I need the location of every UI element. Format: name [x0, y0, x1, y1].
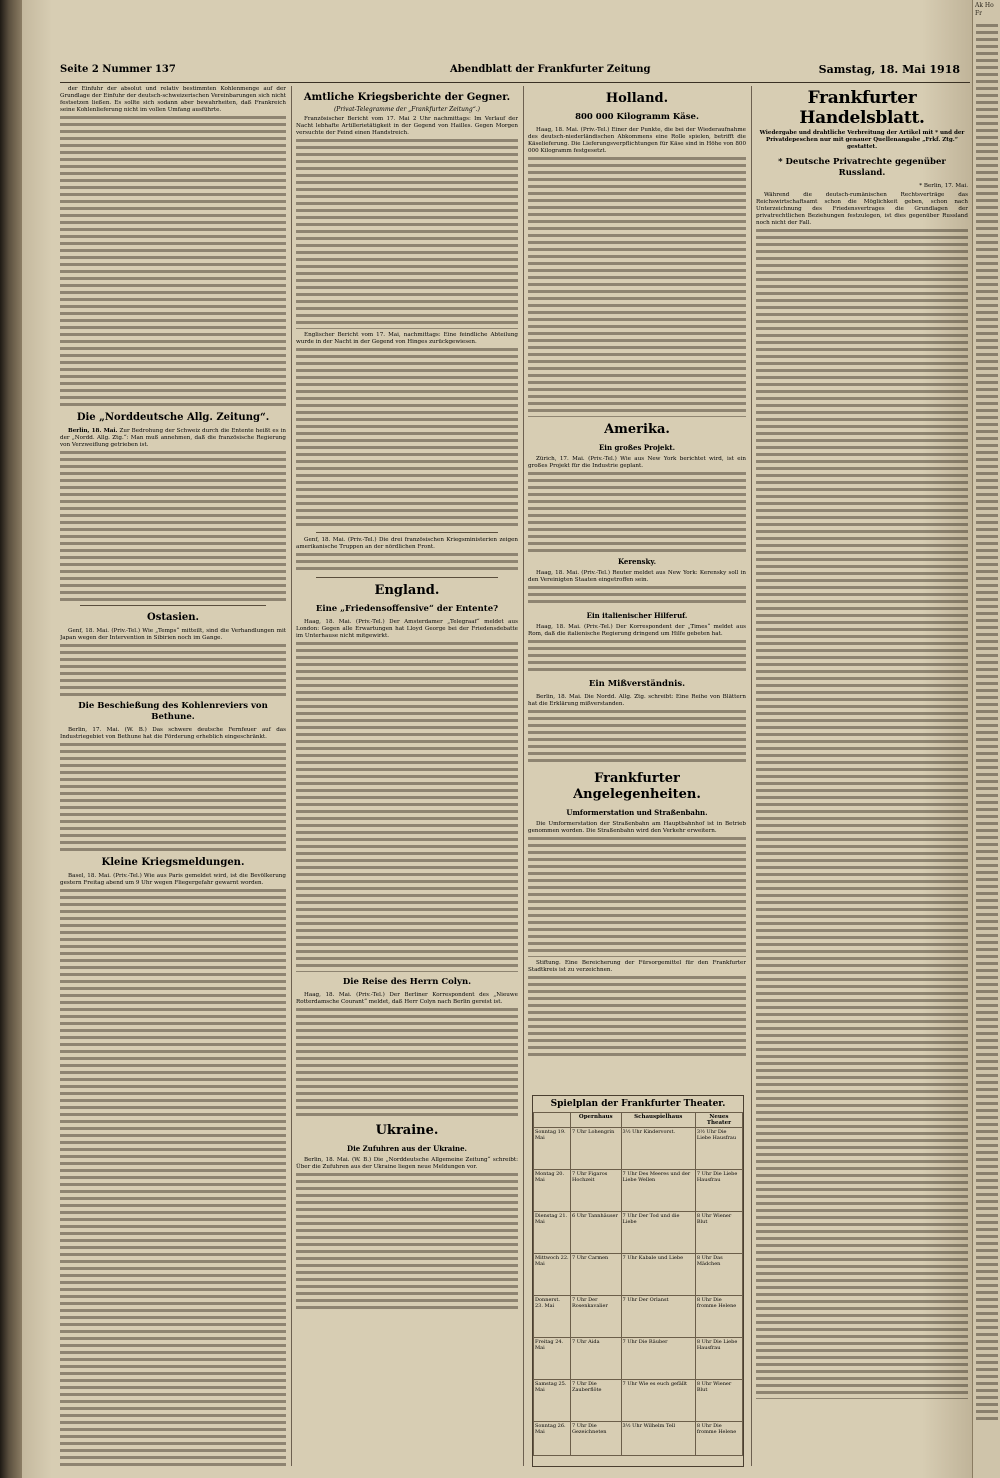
column-header	[534, 1113, 571, 1128]
article-heading: Amtliche Kriegsberichte der Gegner.	[303, 92, 511, 103]
text-block	[296, 1173, 518, 1313]
text-block	[296, 553, 518, 573]
text-block	[296, 642, 518, 972]
section-heading: Amerika.	[604, 422, 670, 437]
table-cell: 7 Uhr Der Rosenkavalier	[570, 1296, 621, 1338]
page-number: Seite 2 Nummer 137	[60, 64, 176, 75]
table-cell: Samstag 25. Mai	[534, 1380, 571, 1422]
divider	[316, 532, 498, 533]
article-text: Haag, 18. Mai. (Priv.-Tel.) Der Amsterdamer „Telegraaf“ meldet aus London: Gegen alle Erwartungen hat Lloyd George bei der Friedensdebatte im Unterhause nicht mitgewirkt.	[296, 619, 518, 639]
text-block	[296, 1008, 518, 1118]
table-cell: 7 Uhr Der Orlanst	[621, 1296, 695, 1338]
table-cell: 7 Uhr Lohengrin	[570, 1128, 621, 1170]
article-heading: Die Reise des Herrn Colyn.	[342, 977, 472, 987]
table-row	[534, 1212, 743, 1254]
text-block	[60, 743, 286, 851]
table-cell: 8 Uhr Wiener Blut	[695, 1212, 742, 1254]
table-cell: Sonntag 19. Mai	[534, 1128, 571, 1170]
article-heading: Ein großes Projekt.	[598, 443, 676, 452]
table-cell: Freitag 24. Mai	[534, 1338, 571, 1380]
article-heading: Die „Norddeutsche Allg. Zeitung“.	[76, 412, 270, 423]
table-row	[534, 1338, 743, 1380]
text-block	[60, 644, 286, 696]
text-block	[528, 640, 746, 674]
article-heading: Ostasien.	[147, 612, 199, 623]
masthead: Abendblatt der Frankfurter Zeitung	[450, 64, 651, 75]
table-cell: 7 Uhr Die Räuber	[621, 1338, 695, 1380]
text-block	[296, 348, 518, 528]
article-heading: Ein Mißverständnis.	[588, 679, 686, 689]
article-heading: Umformerstation und Straßenbahn.	[566, 808, 708, 817]
article-subline: (Privat-Telegramme der „Frankfurter Zeitung“.)	[333, 106, 481, 113]
table-cell: 7 Uhr Aida	[570, 1338, 621, 1380]
page-header	[60, 58, 970, 83]
article-heading: 800 000 Kilogramm Käse.	[575, 112, 699, 122]
article-heading: Die Zufuhren aus der Ukraine.	[347, 1144, 467, 1153]
table-cell: 7 Uhr Kabale und Liebe	[621, 1254, 695, 1296]
table-row	[534, 1422, 743, 1456]
article-text: Haag, 18. Mai. (Priv.-Tel.) Reuter meldet aus New York: Kerensky soll in den Vereinigten Staaten eingetroffen sein.	[528, 570, 746, 583]
article-text: Basel, 18. Mai. (Priv.-Tel.) Wie aus Paris gemeldet wird, ist die Bevölkerung gestern Freitag abend um 9 Uhr wegen Fliegergefahr gewarnt worden.	[60, 873, 286, 886]
section-heading: Holland.	[605, 91, 669, 106]
table-cell: 8 Uhr Wiener Blut	[695, 1380, 742, 1422]
text-block	[60, 889, 286, 1466]
book-binding	[0, 0, 22, 1478]
table-row	[534, 1170, 743, 1212]
text-block	[296, 139, 518, 329]
text-block	[528, 586, 746, 606]
column-header: Schauspielhaus	[621, 1113, 695, 1128]
article-text: Berlin, 17. Mai. (W. B.) Das schwere deutsche Fernfeuer auf das Industriegebiet von Bethune hat die Förderung erheblich eingeschränkt.	[60, 727, 286, 740]
article-text: Genf, 18. Mai. (Priv.-Tel.) Wie „Temps“ mitteilt, sind die Verhandlungen mit Japan wegen der Intervention in Sibirien noch im Gange.	[60, 628, 286, 641]
article-text: Haag, 18. Mai. (Priv.-Tel.) Der Berliner Korrespondent des „Nieuwe Rotterdamsche Courant“ meldet, daß Herr Colyn nach Berlin gereist ist.	[296, 992, 518, 1005]
table-row	[534, 1380, 743, 1422]
text-block	[528, 710, 746, 766]
article-text: der Einfuhr der absolut und relativ bestimmten Kohlenmenge auf der Grundlage der Einfuhr der deutsch-schweizerischen Vereinbarungen sich nicht festsetzen ließen. Es sollte sich sodann aber bewahrheiten, daß Frankreich seine Kohlenlieferung nicht im vollen Umfang ausführte.	[60, 86, 286, 113]
issue-date: Samstag, 18. Mai 1918	[818, 63, 960, 76]
theater-schedule	[532, 1095, 744, 1467]
table-cell: 7 Uhr Die Liebe Hausfrau	[695, 1170, 742, 1212]
column-rule	[291, 86, 292, 1466]
table-cell: 7 Uhr Die Gezeichneten	[570, 1422, 621, 1456]
column-rule	[751, 86, 752, 1466]
table-row	[534, 1296, 743, 1338]
article-body: Zur Bedrohung der Schweiz durch die Entente heißt es in der „Nordd. Allg. Ztg.“: Man muß annehmen, daß die französische Regierung von Verzweiflung getrieben ist.	[60, 428, 286, 448]
dateline: Berlin, 18. Mai.	[68, 428, 118, 434]
table-cell: Sonntag 26. Mai	[534, 1422, 571, 1456]
table-cell: 8 Uhr Das Mädchen	[695, 1254, 742, 1296]
table-row	[534, 1128, 743, 1170]
section-heading: England.	[374, 583, 440, 598]
table-cell: 6 Uhr Tannhäuser	[570, 1212, 621, 1254]
article-heading: * Deutsche Privatrechte gegenüber Russland.	[778, 157, 946, 178]
article-text: Englischer Bericht vom 17. Mai, nachmittags: Eine feindliche Abteilung wurde in der Nacht in der Gegend von Hinges zurückgewiesen.	[296, 332, 518, 345]
column-header: Opernhaus	[570, 1113, 621, 1128]
article-text: Während die deutsch-rumänischen Rechtsverträge das Reichswirtschaftsamt schon die Möglichkeit geben, schon nach Unterzeichnung des Friedensvertrages die Grundlagen der privatrechtlichen Beziehungen festzulegen, ist dies gegenüber Russland noch nicht der Fall.	[756, 192, 968, 226]
table-cell: 8 Uhr Die Liebe Hausfrau	[695, 1338, 742, 1380]
article-text: Berlin, 18. Mai. (W. B.) Die „Norddeutsche Allgemeine Zeitung“ schreibt: Über die Zufuhren aus der Ukraine liegen neue Meldungen vor.	[296, 1157, 518, 1170]
article-heading: Eine „Friedensoffensive“ der Entente?	[315, 604, 499, 614]
section-heading: Ukraine.	[375, 1123, 439, 1138]
table-cell: 8 Uhr Die fromme Helene	[695, 1296, 742, 1338]
section-subtitle: Wiedergabe und drahtliche Verbreitung der Artikel mit * und der Privatdepeschen nur mit genauer Quellenangabe „Frkf. Ztg.“ gestattet.	[759, 130, 965, 150]
article-text: Haag, 18. Mai. (Priv.-Tel.) Einer der Punkte, die bei der Wiederaufnahme des deutsch-niederländischen Abkommens eine Rolle spielen, betrifft die Käselieferung. Die Lieferungsverpflichtungen für Käse sind in Höhe von 800 000 Kilogramm festgesetzt.	[528, 127, 746, 154]
text-block	[528, 837, 746, 957]
text-block	[60, 116, 286, 406]
text-block	[60, 451, 286, 601]
article-heading: Ein italienischer Hilferuf.	[586, 611, 688, 620]
article-text: Französischer Bericht vom 17. Mai 2 Uhr nachmittags: Im Verlauf der Nacht lebhafte Artillerietätigkeit in der Gegend von Hailles. Gegen Morgen versuchte der Feind einen Handstreich.	[296, 116, 518, 136]
schedule-table	[533, 1112, 743, 1456]
article-heading: Die Beschießung des Kohlenreviers von Bethune.	[78, 701, 268, 722]
text-block	[528, 157, 746, 417]
table-cell: Montag 20. Mai	[534, 1170, 571, 1212]
divider	[80, 605, 266, 606]
table-cell: 3½ Uhr Kindervorst.	[621, 1128, 695, 1170]
column-4	[756, 86, 968, 1466]
column-1	[60, 86, 286, 1466]
article-text: Haag, 18. Mai. (Priv.-Tel.) Der Korrespondent der „Times“ meldet aus Rom, daß die italienische Regierung dringend um Hilfe gebeten hat.	[528, 624, 746, 637]
adjacent-page-edge	[972, 0, 1000, 1478]
table-row	[534, 1254, 743, 1296]
table-cell: Donnerst. 23. Mai	[534, 1296, 571, 1338]
article-text: Genf, 18. Mai. (Priv.-Tel.) Die drei französischen Kriegsministerien zeigen amerikanische Truppen an der nördlichen Front.	[296, 537, 518, 550]
table-cell: Dienstag 21. Mai	[534, 1212, 571, 1254]
table-cell: 3½ Uhr Die Liebe Hausfrau	[695, 1128, 742, 1170]
table-cell: 8 Uhr Die fromme Helene	[695, 1422, 742, 1456]
article-heading: Kleine Kriegsmeldungen.	[101, 857, 245, 868]
divider	[316, 577, 498, 578]
column-3	[528, 86, 746, 1091]
table-cell: 7 Uhr Der Tod und die Liebe	[621, 1212, 695, 1254]
article-text: * Berlin, 17. Mai.	[919, 183, 968, 189]
column-header: Neues Theater	[695, 1113, 742, 1128]
section-title: Frankfurter Handelsblatt.	[799, 88, 925, 128]
article-text: Berlin, 18. Mai. Die Nordd. Allg. Ztg. schreibt: Eine Reihe von Blättern hat die Erklärung mißverstanden.	[528, 694, 746, 707]
article-text: Die Umformerstation der Straßenbahn am Hauptbahnhof ist in Betrieb genommen worden. Die Straßenbahn wird den Verkehr erweitern.	[528, 821, 746, 834]
article-heading: Kerensky.	[617, 557, 657, 566]
table-cell: 7 Uhr Des Meeres und der Liebe Wellen	[621, 1170, 695, 1212]
article-text: Stiftung. Eine Bereicherung der Fürsorgemittel für den Frankfurter Stadtkreis ist zu verzeichnen.	[528, 960, 746, 973]
section-heading: Frankfurter Angelegenheiten.	[573, 771, 701, 802]
article-text	[60, 428, 286, 449]
table-cell: 7 Uhr Die Zauberflöte	[570, 1380, 621, 1422]
article-text: Zürich, 17. Mai. (Priv.-Tel.) Wie aus New York berichtet wird, ist ein großes Projekt für die Industrie geplant.	[528, 456, 746, 469]
column-rule	[523, 86, 524, 1466]
table-cell: Mittwoch 22. Mai	[534, 1254, 571, 1296]
schedule-title: Spielplan der Frankfurter Theater.	[550, 1099, 726, 1109]
text-block	[976, 24, 998, 1424]
edge-text: Ak Ho Fr	[975, 2, 994, 17]
column-2	[296, 86, 518, 1466]
text-block	[756, 229, 968, 1399]
table-cell: 3½ Uhr Wilhelm Tell	[621, 1422, 695, 1456]
table-header-row	[534, 1113, 743, 1128]
text-block	[528, 472, 746, 552]
table-cell: 7 Uhr Carmen	[570, 1254, 621, 1296]
text-block	[528, 976, 746, 1056]
table-cell: 7 Uhr Figaros Hochzeit	[570, 1170, 621, 1212]
table-cell: 7 Uhr Wie es euch gefällt	[621, 1380, 695, 1422]
